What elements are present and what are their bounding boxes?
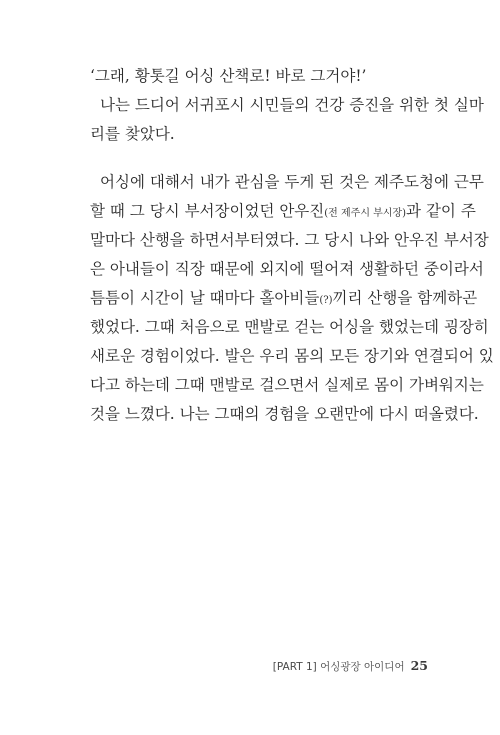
annotation-small: (?) xyxy=(319,295,333,306)
page-number: 25 xyxy=(410,658,428,673)
paragraph-line: 새로운 경험이었다. 발은 우리 몸의 모든 장기와 연결되어 있 xyxy=(90,347,494,365)
paragraph-2 xyxy=(90,91,484,149)
paragraph-line: 나는 드디어 서귀포시 시민들의 건강 증진을 위한 첫 실마 xyxy=(100,96,484,114)
paragraph-line: 리를 찾았다. xyxy=(90,125,175,143)
section-title: [PART 1] 어싱광장 아이디어 xyxy=(272,661,405,673)
paragraph-line: 다고 하는데 그때 맨발로 걸으면서 실제로 몸이 가벼워지는 xyxy=(90,376,484,394)
paragraph-line: 것을 느꼈다. 나는 그때의 경험을 오랜만에 다시 떠올렸다. xyxy=(90,405,479,423)
paragraph-line xyxy=(90,284,478,313)
paragraph-line: 말마다 산행을 하면서부터였다. 그 당시 나와 안우진 부서장 xyxy=(90,231,489,249)
paragraph-line: 은 아내들이 직장 때문에 외지에 떨어져 생활하던 중이라서 xyxy=(90,260,484,278)
page-footer xyxy=(273,658,428,674)
paragraph-3 xyxy=(90,168,494,429)
paragraph-line: 어싱에 대해서 내가 관심을 두게 된 것은 제주도청에 근무 xyxy=(100,173,484,191)
annotation-small: (전 제주시 부시장) xyxy=(324,208,407,219)
text-segment: 할 때 그 당시 부서장이었던 안우진 xyxy=(90,202,325,220)
quote-line: ‘그래, 황톳길 어싱 산책로! 바로 그거야!’ xyxy=(90,67,367,85)
paragraph-line xyxy=(90,197,476,226)
text-segment: 끼리 산행을 함께하곤 xyxy=(332,289,478,307)
paragraph-1 xyxy=(90,62,425,91)
paragraph-line: 했었다. 그때 처음으로 맨발로 걷는 어싱을 했었는데 굉장히 xyxy=(90,318,489,336)
text-segment: 틈틈이 시간이 날 때마다 홀아비들 xyxy=(90,289,320,307)
text-segment: 과 같이 주 xyxy=(406,202,476,220)
